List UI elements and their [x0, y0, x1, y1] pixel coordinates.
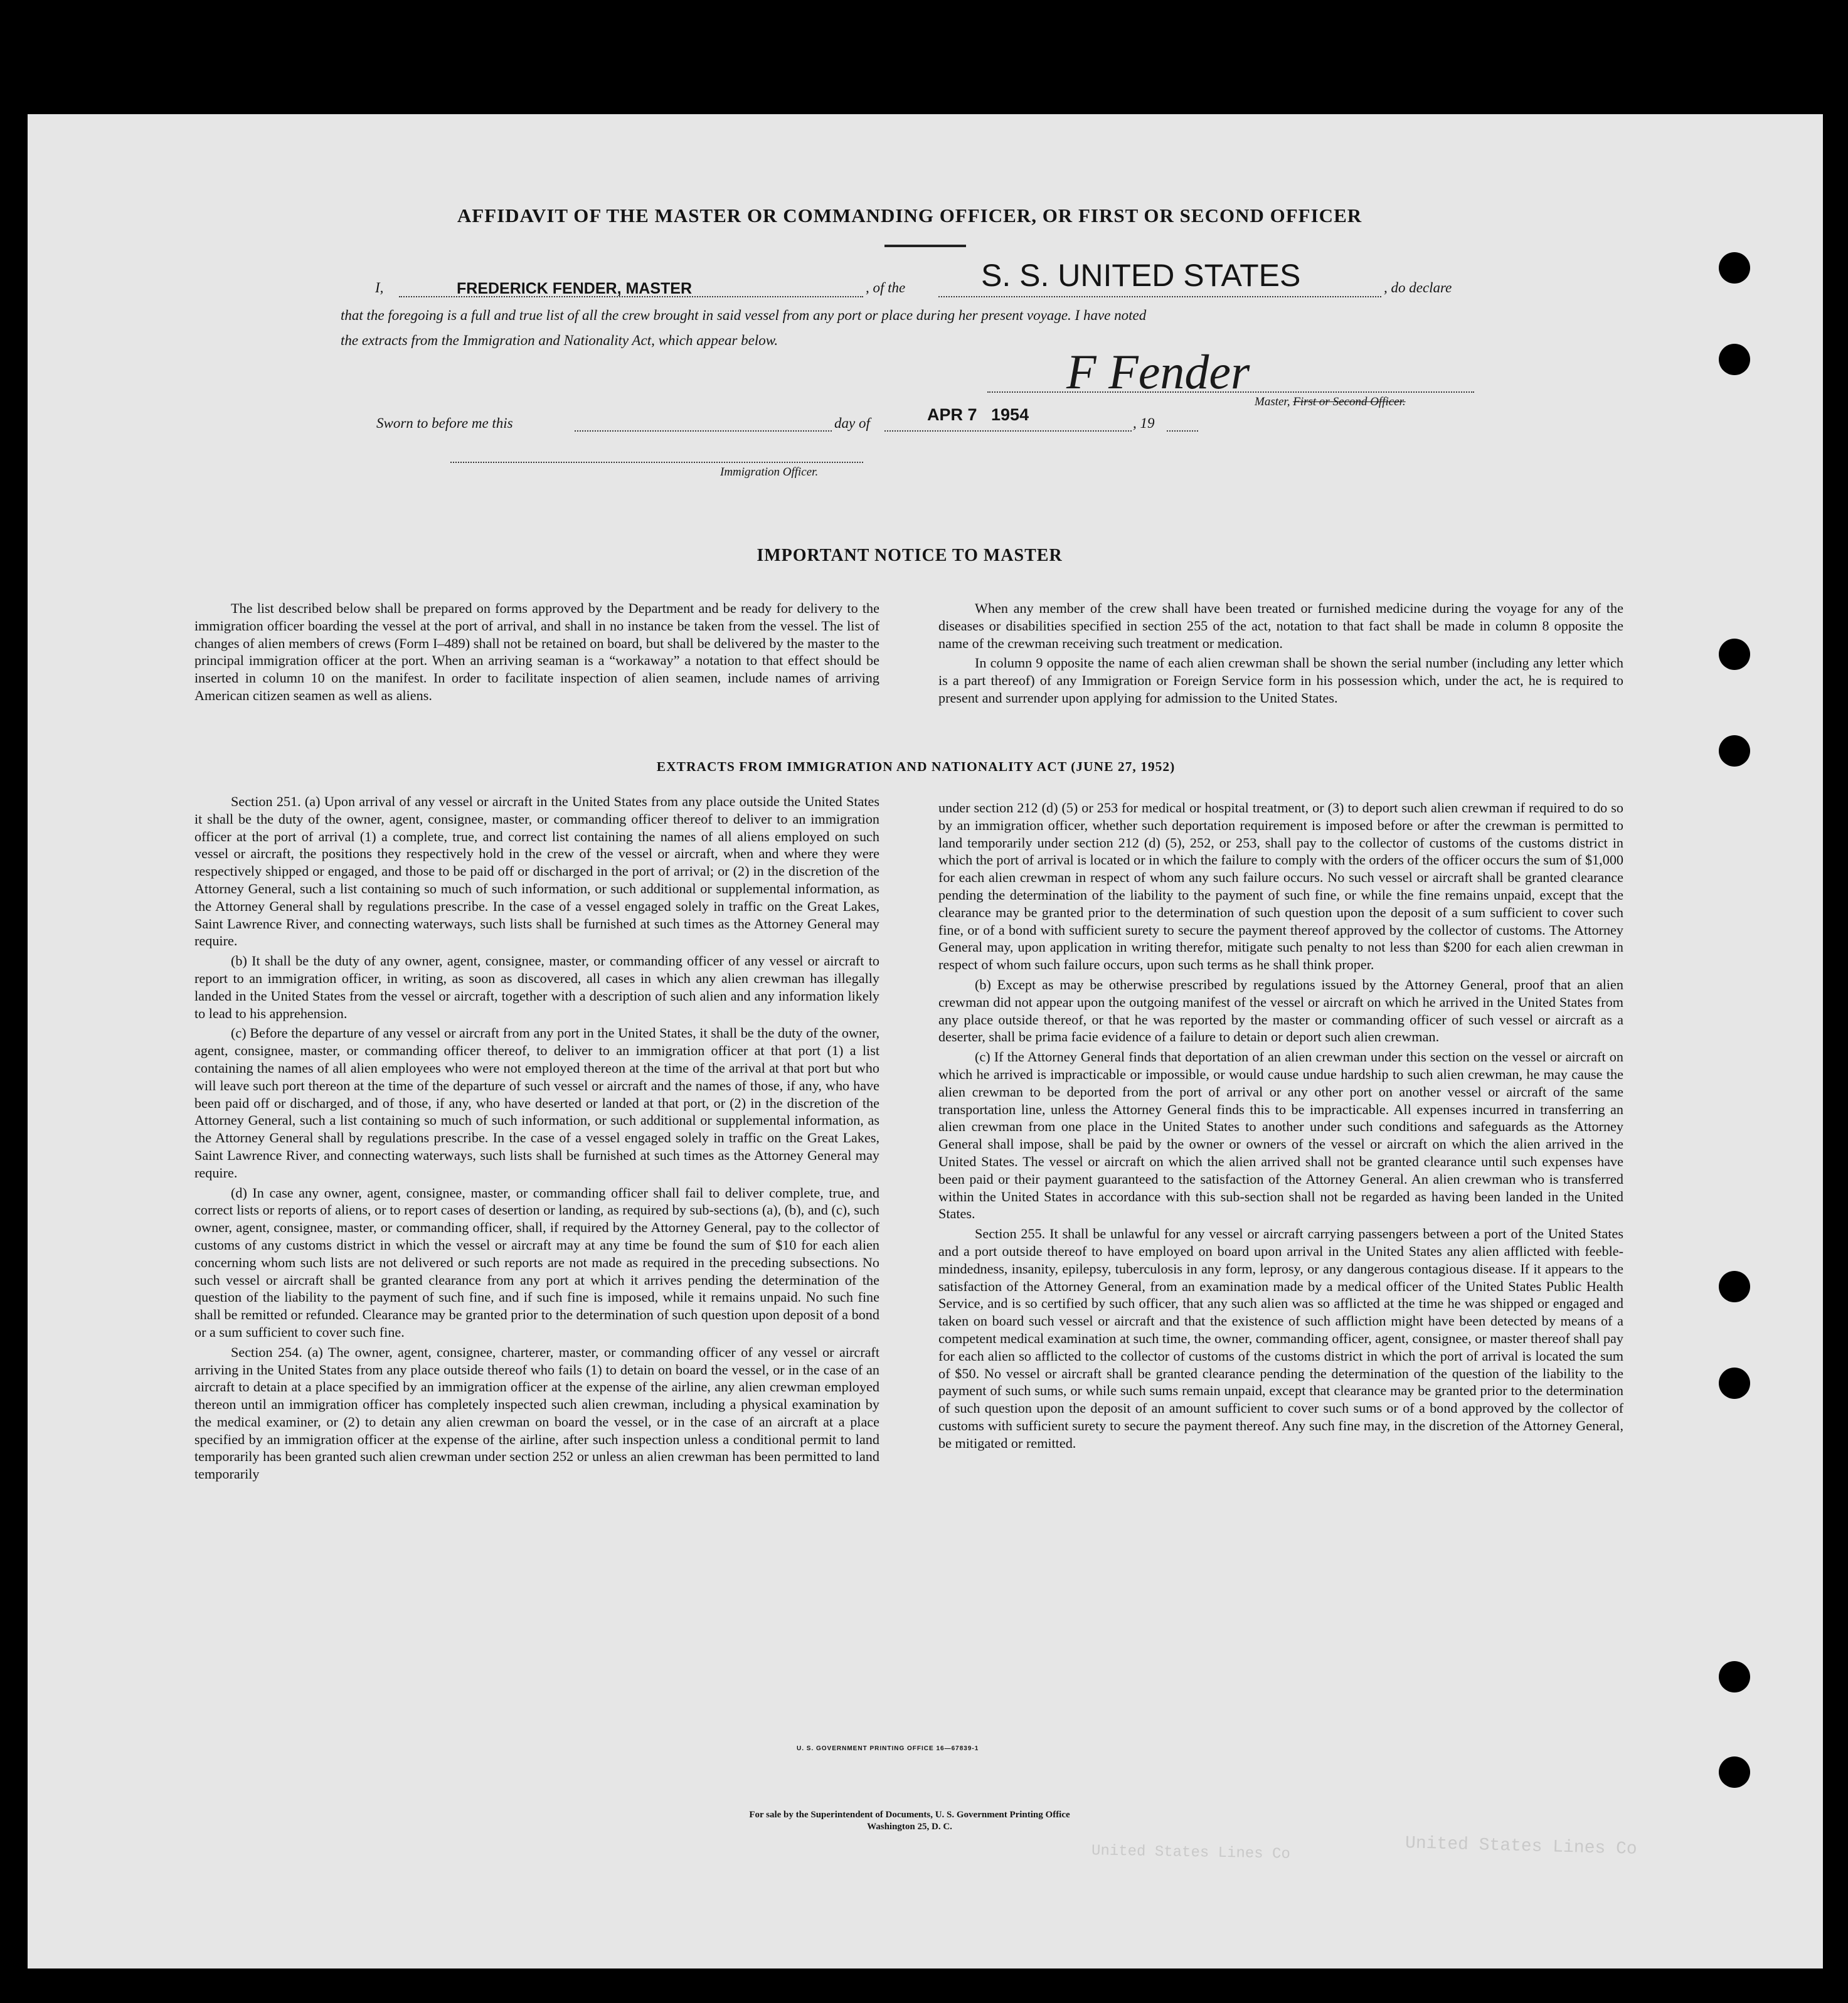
for-sale-notice [627, 1809, 1192, 1833]
notice-right-column [938, 600, 1623, 709]
for-sale-line-2: Washington 25, D. C. [867, 1822, 952, 1832]
declarant-prefix: I, [375, 280, 384, 295]
extracts-right-column [938, 799, 1623, 1454]
for-sale-line-1: For sale by the Superintendent of Documents, U. S. Government Printing Office [749, 1810, 1070, 1820]
declaration-statement-2: the extracts from the Immigration and Nationality Act, which appear below. [341, 332, 778, 348]
statute-paragraph: (c) If the Attorney General finds that deportation of an alien crewman under this section on the vessel or aircraft on which he arrived is impracticable or impossible, or would cause undue hardship to such alien crewman, he may cause the alien crewman to be deported from the port of arrival or any other port on another vessel or aircraft of the same transportation line, unless the Attorney General finds this to be impracticable. All expenses incurred in transferring an alien crewman from one place in the United States to another under such conditions and safeguards as the Attorney General shall impose, shall be paid by the owner or owners of the vessel or aircraft on which the alien arrived in the United States. The vessel or aircraft on which the alien arrived shall not be granted clearance until such expenses have been paid or their payment guaranteed to the satisfaction of the Attorney General. An alien crewman who is transferred within the United States in accordance with this sub-section shall not be regarded as having been landed in the United States. [938, 1049, 1623, 1222]
sworn-day-field [575, 419, 832, 432]
statute-paragraph: (b) Except as may be otherwise prescribed by regulations issued by the Attorney General, proof that an alien crewman did not appear upon the outgoing manifest of the vessel or aircraft on which he arrived in the United States from any place outside thereof, or that he was reported by the master or commanding officer of such vessel or aircraft as a deserter, shall be prima facie evidence of a failure to detain or deport such alien crewman. [938, 976, 1623, 1045]
sworn-label: Sworn to before me this [376, 415, 513, 431]
statute-paragraph: Section 251. (a) Upon arrival of any vessel or aircraft in the United States from any place outside the United States it shall be the duty of the owner, agent, consignee, master, or commanding officer thereof to deliver to an immigration officer at the port of arrival (1) a complete, true, and correct list containing the names of all aliens employed on such vessel or aircraft, the positions they respectively hold in the crew of the vessel or aircraft, when and where they were respectively shipped or engaged, and those to be paid off or discharged in the port of arrival; or (2) in the discretion of the Attorney General, such a list containing so much of such information, or such additional or supplemental information, as the Attorney General shall by regulations prescribe. In the case of a vessel engaged solely in traffic on the Great Lakes, Saint Lawrence River, and connecting waterways, such lists shall be furnished at such times as the Attorney General may require. [194, 794, 879, 949]
binder-hole [1719, 1756, 1750, 1788]
statute-paragraph: Section 254. (a) The owner, agent, consignee, charterer, master, or commanding officer of any vessel or aircraft arriving in the United States from any place outside thereof who fails (1) to detain on board the vessel, or in the case of an aircraft to detain at a place specified by an immigration officer at the expense of the airline, any alien crewman employed thereon until an immigration officer has completely inspected such alien crewman, including a physical examination by the medical examiner, or (2) to detain any alien crewman on board the vessel, or in the case of an aircraft at a place specified by an immigration officer at the expense of the airline, after such inspection unless a conditional permit to land temporarily has been granted such alien crewman under section 252 or unless an alien crewman has been permitted to land temporarily [194, 1344, 879, 1482]
statute-paragraph: (c) Before the departure of any vessel or aircraft from any port in the United States, it shall be the duty of the owner, agent, consignee, master, or commanding officer thereof, to deliver to an immigration officer at that port (1) a list containing the names of all alien employees who were not employed thereon at the time of the arrival at that port but who will leave such port thereon at the time of the departure of such vessel or aircraft and the names of those, if any, who have been paid off or discharged, and of those, if any, who have deserted or landed at that port, or (2) in the discretion of the Attorney General, such a list containing so much of such information, or such additional or supplemental information, as the Attorney General shall by regulations prescribe. In the case of a vessel engaged solely in traffic on the Great Lakes, Saint Lawrence River, and connecting waterways, such lists shall be furnished at such times as the Attorney General may require. [194, 1025, 879, 1181]
affidavit-title: AFFIDAVIT OF THE MASTER OR COMMANDING OFFICER, OR FIRST OR SECOND OFFICER [457, 205, 1362, 226]
declarant-name-field [399, 281, 863, 297]
day-of-label: day of [834, 415, 870, 431]
sworn-year-field [1167, 419, 1198, 432]
binder-hole [1719, 735, 1750, 767]
binder-hole [1719, 639, 1750, 670]
signature-caption-master: Master, [1255, 395, 1290, 408]
statute-paragraph: Section 255. It shall be unlawful for any vessel or aircraft carrying passengers between a port of the United States and a port outside thereof to have employed on board upon arrival in the United States any alien afflicted with feeble-mindedness, insanity, epilepsy, tuberculosis in any form, leprosy, or any dangerous contagious disease. If it appears to the satisfaction of the Attorney General, from an examination made by a medical officer of the United States Public Health Service, and is so certified by such officer, that any such alien was so afflicted at the time he was shipped or engaged and taken on board such vessel or aircraft and that the existence of such affliction might have been detected by means of a competent medical examination at such time, the owner, commanding officer, agent, consignee, or master thereof shall pay for each alien so afflicted to the collector of customs of the customs district in which the port of arrival is located the sum of $50. No vessel or aircraft shall be granted clearance pending the determination of the question of the liability to the payment of such sums, or while such sums remain unpaid, except that clearance may be granted prior to the determination of such question upon the deposit of an amount sufficient to cover such sums or of a bond approved by the collector of customs with sufficient surety to secure the payment thereof. Any such fine may, in the discretion of the Attorney General, be mitigated or remitted. [938, 1226, 1623, 1451]
declarant-name: FREDERICK FENDER, MASTER [457, 280, 693, 297]
signature-caption [1255, 395, 1406, 409]
notice-paragraph: When any member of the crew shall have been treated or furnished medicine during the voyage for any of the diseases or disabilities specified in section 255 of the act, notation to that fact shall be made in column 8 opposite the name of the crewman receiving such treatment or medication. [938, 600, 1623, 651]
gpo-imprint: U. S. GOVERNMENT PRINTING OFFICE 16—67839-1 [797, 1745, 979, 1752]
year-label: , 19 [1133, 415, 1155, 431]
binder-hole [1719, 252, 1750, 284]
vessel-name: S. S. UNITED STATES [981, 258, 1301, 293]
immigration-officer-caption: Immigration Officer. [720, 465, 819, 479]
binder-hole [1719, 1368, 1750, 1399]
do-declare-label: , do declare [1384, 280, 1452, 295]
statute-paragraph: (d) In case any owner, agent, consignee, master, or commanding officer shall fail to deliver complete, true, and correct lists or reports of aliens, or to report cases of desertion or landing, as required by sub-sections (a), (b), and (c), such owner, agent, consignee, master, or commanding officer, shall, if required by the Attorney General, pay to the collector of customs of any customs district in which the vessel or aircraft may at any time be found the sum of $10 for each alien concerning whom such lists are not delivered or such reports are not made as required in the preceding subsections. No such vessel or aircraft shall be granted clearance from any port at which it arrives pending the determination of the question of the liability to the payment of such fine, and if such fine is imposed, while it remains unpaid. No such fine shall be remitted or refunded. Clearance may be granted prior to the determination of such question upon deposit of a bond or a sum sufficient to cover such fine. [194, 1184, 879, 1340]
of-the-label: , of the [866, 280, 906, 295]
extracts-title: EXTRACTS FROM IMMIGRATION AND NATIONALITY ACT (JUNE 27, 1952) [656, 759, 1176, 774]
binder-hole [1719, 1271, 1750, 1302]
notice-paragraph: In column 9 opposite the name of each alien crewman shall be shown the serial number (including any letter which is a part thereof) of any Immigration or Foreign Service form in his possession which, under the act, he is required to present and surrender upon applying for admission to the United States. [938, 655, 1623, 706]
notice-left-column [194, 600, 879, 707]
immigration-officer-line [450, 460, 863, 463]
statute-paragraph: under section 212 (d) (5) or 253 for medical or hospital treatment, or (3) to deport such alien crewman if required to do so by an immigration officer, whether such deportation requirement is imposed before or after the crewman is permitted to land temporarily under section 212 (d) (5), 252, or 253, shall pay to the collector of customs of the customs district in which the port of arrival is located or in which the failure to comply with the orders of the officer occurs the sum of $1,000 for each alien crewman in respect of whom any such failure occurs. No such vessel or aircraft shall be granted clearance pending the determination of the liability to the payment of such fine, or while the fine remains unpaid, except that the clearance may be granted prior to the determination of such question upon the deposit of a sum sufficient to cover such fine, or of a bond with sufficient surety to secure the payment thereof approved by the collector of customs. The Attorney General may, upon application in writing therefor, mitigate such penalty to not less than $200 for each alien crewman in respect of whom such failure occurs, upon such terms as he shall think proper. [938, 800, 1624, 973]
extracts-left-column [194, 793, 879, 1485]
notice-title: IMPORTANT NOTICE TO MASTER [757, 546, 1063, 565]
date-stamp: APR 7 1954 [927, 405, 1029, 424]
bleed-through-text: United States Lines Co [1091, 1842, 1291, 1863]
vessel-field [938, 258, 1381, 297]
signature-caption-struck: First or Second Officer. [1293, 395, 1406, 408]
declaration-statement-1: that the foregoing is a full and true list of all the crew brought in said vessel from any port or place during her present voyage. I have noted [341, 307, 1147, 323]
sworn-month-field [884, 405, 1132, 432]
bleed-through-text: United States Lines Co [1405, 1834, 1638, 1859]
title-rule [884, 245, 966, 247]
statute-paragraph: (b) It shall be the duty of any owner, agent, consignee, master, or commanding officer of any vessel or aircraft to report to an immigration officer, in writing, as soon as discovered, all cases in which any alien crewman has illegally landed in the United States from the vessel or aircraft, together with a description of such alien and any information likely to lead to his apprehension. [194, 953, 879, 1021]
notice-paragraph: The list described below shall be prepared on forms approved by the Department and be ready for delivery to the immigration officer boarding the vessel at the port of arrival, and shall in no instance be taken from the vessel. The list of changes of alien members of crews (Form I–489) shall not be retained on board, but shall be delivered by the master to the principal immigration officer at the port. When an arriving seaman is a “workaway” a notation to that effect should be inserted in column 10 on the manifest. In order to facilitate inspection of alien seamen, include names of arriving American citizen seamen as well as aliens. [194, 600, 879, 703]
master-signature: F Fender [1066, 344, 1250, 399]
binder-hole [1719, 344, 1750, 375]
binder-hole [1719, 1661, 1750, 1692]
